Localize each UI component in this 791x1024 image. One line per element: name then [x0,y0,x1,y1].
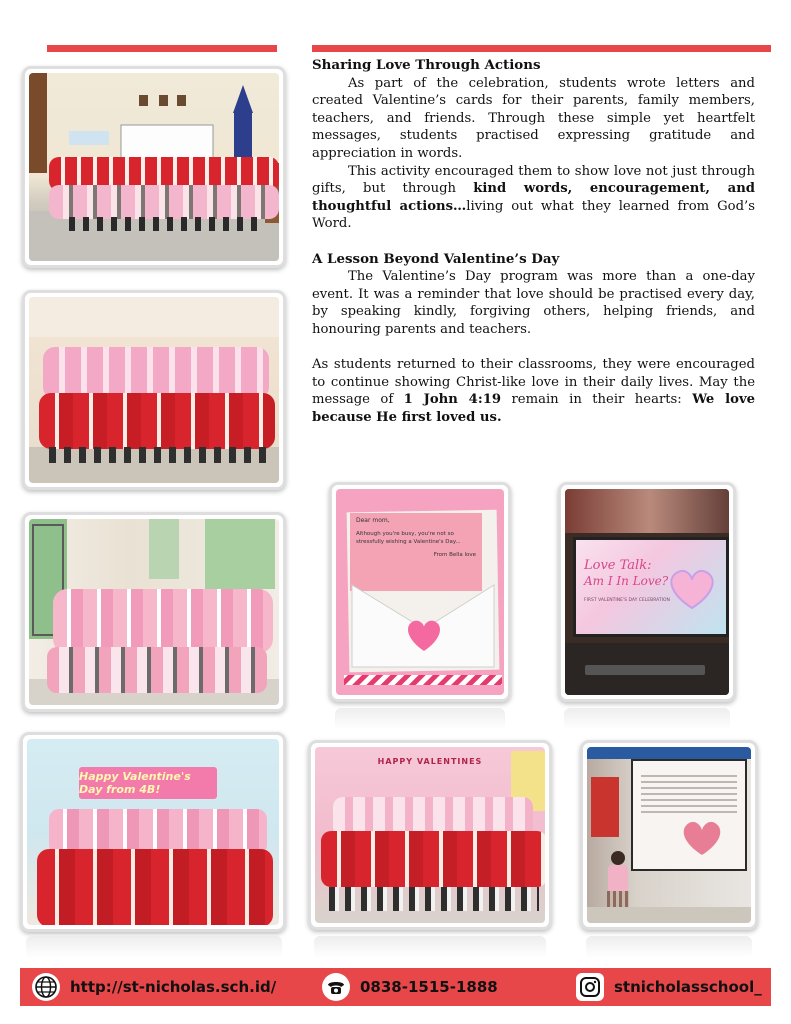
photo-classroom-group [22,66,286,268]
photo-hallway-hearts [22,512,286,712]
footer-bar [20,968,771,1006]
section-heading-sharing-love: Sharing Love Through Actions [312,57,541,73]
letter-body: Although you're busy, you're not so stressfully wishing a Valentine's Day... [356,531,461,545]
students-cluster [49,157,279,227]
text-run: As students returned to their classrooms, they were encouraged to continue showing Christ-like love in their daily lives. May the message of [312,357,755,408]
phone-number[interactable]: 0838-1515-1888 [360,978,498,996]
globe-icon [32,973,60,1001]
bold-phrase: kind words, encouragement, and thoughtful actions… [312,181,756,214]
text-run: remain in their hearts: [501,392,693,408]
paragraph-closing [312,356,755,426]
footer-phone[interactable] [322,973,498,1001]
section-heading-lesson: A Lesson Beyond Valentine’s Day [312,250,560,267]
reflection [26,936,282,958]
heart-icon [684,822,721,855]
banner-4b-text: Happy Valentine's Day from 4B! [79,770,191,796]
paragraph-program: The Valentine’s Day program was more than a one-day event. It was a reminder that love should be practised every day, by speaking kindly, forgiving others, helping friends, and honouring parents and teachers. [312,269,755,337]
photo-class-4b-banner [20,732,286,932]
top-accent-bar-left [47,45,277,52]
instagram-icon [576,973,604,1001]
text-run: living out what they learned from God’s Word. [312,198,755,232]
closing-quote: We love because He first loved us. [312,392,755,425]
monitor-screen [573,537,729,637]
reflection [586,936,752,958]
text-run: This activity encouraged them to show love not just through gifts, but through [312,163,755,197]
letter-greeting: Dear mom, [356,517,390,524]
article [312,57,755,426]
banner-4b [79,767,217,799]
top-accent-bar-right [312,45,771,52]
paragraph-letters: As part of the celebration, students wrote letters and created Valentine’s cards for their parents, family members, teachers, and friends. Through these simple yet heartfelt messages, students practised expressing gratitude and appreciation in words. [312,75,755,161]
projector-screen [631,759,747,871]
instagram-handle[interactable]: stnicholasschool_ [614,978,762,996]
footer-instagram[interactable] [576,973,762,1001]
footer-website[interactable] [32,973,276,1001]
photo-valentine-card [329,482,511,702]
banner-hall-text: HAPPY VALENTINES [377,756,483,766]
photo-projector-presentation [580,740,758,930]
reflection [335,708,505,730]
website-link[interactable]: http://st-nicholas.sch.id/ [70,978,277,996]
banner-hall [355,753,505,769]
letter-closing: From Bella love [433,552,476,558]
monitor-title-2: Am I In Love? [584,574,669,588]
reflection [314,936,546,958]
photo-pink-red-group [22,290,286,490]
monitor-subtitle: FIRST VALENTINE'S DAY CELEBRATION [584,598,670,603]
photo-happy-valentines-hall [308,740,552,930]
monitor-title-1: Love Talk: [584,558,652,573]
bible-verse: 1 John 4:19 [403,392,502,408]
phone-icon [322,973,350,1001]
paragraph-actions [312,163,755,233]
photo-love-talk-monitor [558,482,736,702]
reflection [564,708,730,730]
heart-icon [671,571,712,608]
